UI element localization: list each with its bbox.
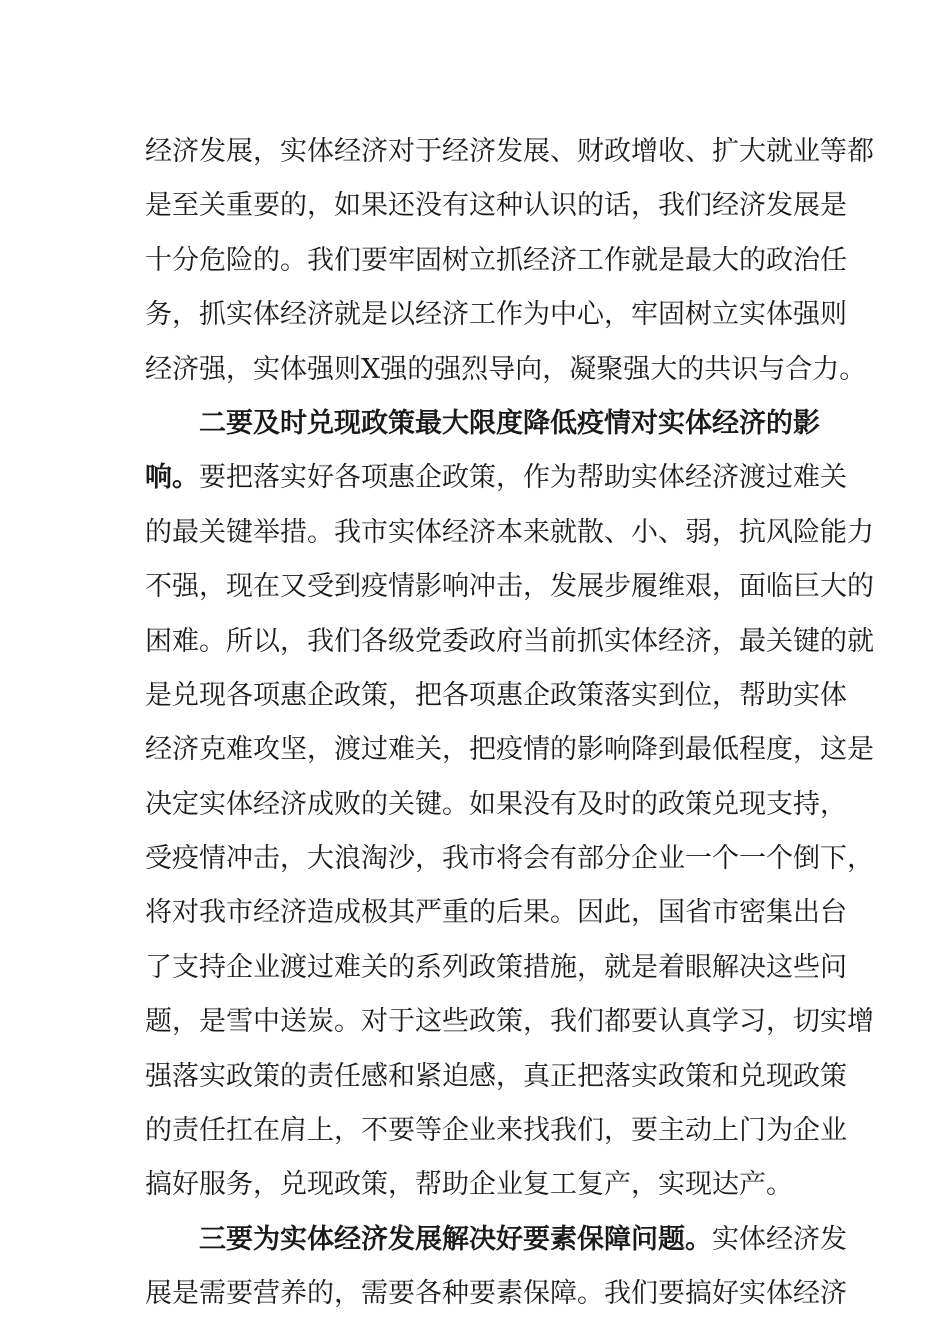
section-heading-text: 三要为实体经济发展解决好要素保障问题。 (199, 1223, 712, 1255)
body-text: 决定实体经济成败的关键。如果没有及时的政策兑现支持， (145, 788, 847, 820)
text-line (145, 1050, 847, 1104)
body-text: 搞好服务，兑现政策，帮助企业复工复产，实现达产。 (145, 1169, 793, 1201)
body-text: 强落实政策的责任感和紧迫感，真正把落实政策和兑现政策 (145, 1060, 847, 1092)
text-line (145, 234, 847, 288)
text-line (145, 1104, 847, 1158)
text-line (145, 941, 847, 995)
section-heading-text: 二要及时兑现政策最大限度降低疫情对实体经济的影 (199, 407, 820, 439)
paragraph (145, 1213, 847, 1322)
body-text: 是兑现各项惠企政策，把各项惠企政策落实到位，帮助实体 (145, 679, 847, 711)
document-body (145, 125, 874, 1322)
body-text: 经济强，实体强则X强的强烈导向，凝聚强大的共识与合力。 (145, 353, 867, 385)
text-line (145, 832, 874, 886)
body-text: 受疫情冲击，大浪淘沙，我市将会有部分企业一个一个倒下， (145, 843, 874, 875)
body-text: 困难。所以，我们各级党委政府当前抓实体经济，最关键的就 (145, 625, 874, 657)
body-text: 的责任扛在肩上，不要等企业来找我们，要主动上门为企业 (145, 1115, 847, 1147)
text-line (145, 1267, 847, 1321)
text-line (145, 506, 874, 560)
text-line (145, 125, 874, 179)
body-text: 是至关重要的，如果还没有这种认识的话，我们经济发展是 (145, 190, 847, 222)
text-line (145, 669, 847, 723)
text-line (145, 995, 874, 1049)
text-line (145, 886, 847, 940)
text-line (145, 778, 847, 832)
text-line (145, 179, 847, 233)
paragraph (145, 397, 874, 1213)
body-text: 题，是雪中送炭。对于这些政策，我们都要认真学习，切实增 (145, 1006, 874, 1038)
text-line (145, 615, 874, 669)
body-text: 实体经济发 (712, 1223, 847, 1255)
body-text: 经济发展，实体经济对于经济发展、财政增收、扩大就业等都 (145, 136, 874, 167)
text-line (145, 1158, 807, 1212)
paragraph (145, 125, 874, 397)
body-text: 经济克难攻坚，渡过难关，把疫情的影响降到最低程度，这是 (145, 734, 874, 766)
body-text: 将对我市经济造成极其严重的后果。因此，国省市密集出台 (145, 897, 847, 929)
body-text: 的最关键举措。我市实体经济本来就散、小、弱，抗风险能力 (145, 516, 874, 548)
text-line (145, 723, 874, 777)
body-text: 不强，现在又受到疫情影响冲击，发展步履维艰，面临巨大的 (145, 571, 874, 603)
body-text: 展是需要营养的，需要各种要素保障。我们要搞好实体经济 (145, 1278, 847, 1310)
text-line (145, 560, 874, 614)
text-line (145, 397, 820, 451)
text-line (145, 1213, 847, 1267)
body-text: 十分危险的。我们要牢固树立抓经济工作就是最大的政治任 (145, 244, 847, 276)
text-line (145, 451, 847, 505)
body-text: 要把落实好各项惠企政策，作为帮助实体经济渡过难关 (199, 462, 847, 494)
section-heading-text: 响。 (145, 462, 199, 494)
body-text: 务，抓实体经济就是以经济工作为中心，牢固树立实体强则 (145, 299, 847, 331)
text-line (145, 343, 867, 397)
body-text: 了支持企业渡过难关的系列政策措施，就是着眼解决这些问 (145, 951, 847, 983)
text-line (145, 288, 847, 342)
